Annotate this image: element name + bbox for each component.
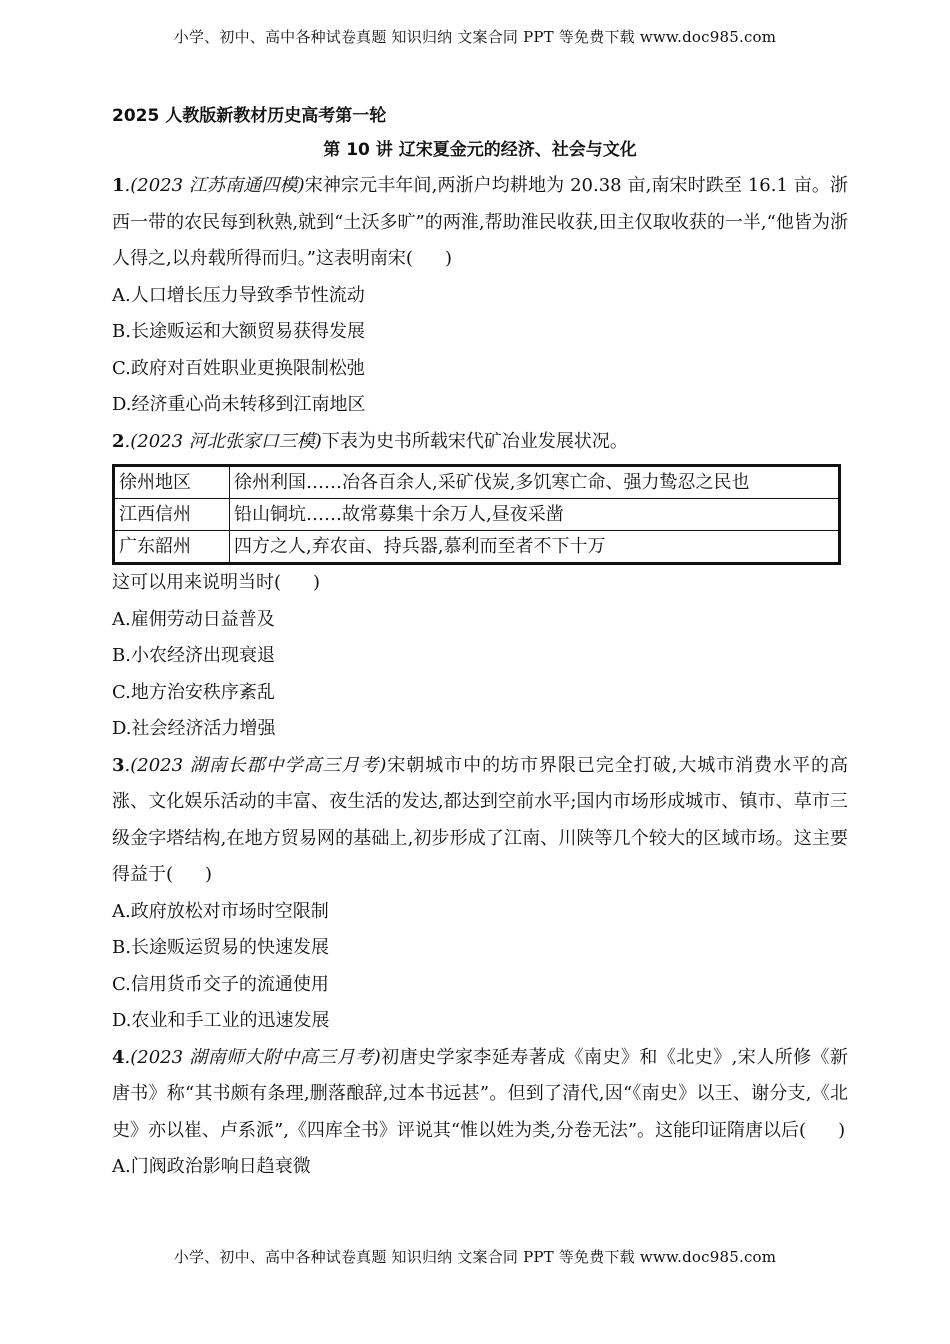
table-cell-region: 江西信州 bbox=[114, 499, 230, 531]
option-b: B.小农经济出现衰退 bbox=[112, 645, 275, 666]
document-title: 2025 人教版新教材历史高考第一轮 bbox=[112, 106, 387, 126]
option-a: A.门阀政治影响日趋衰微 bbox=[112, 1156, 311, 1177]
question-source: .(2023 河北张家口三模) bbox=[124, 430, 322, 452]
page-header: 小学、初中、高中各种试卷真题 知识归纳 文案合同 PPT 等免费下载 www.doc985.com bbox=[173, 28, 777, 46]
lecture-title: 第 10 讲 辽宋夏金元的经济、社会与文化 bbox=[323, 140, 637, 160]
option-c: C.信用货币交子的流通使用 bbox=[112, 973, 329, 995]
question-1-stem bbox=[112, 168, 848, 278]
document-body bbox=[112, 100, 848, 1186]
question-3 bbox=[112, 748, 848, 1040]
answer-blank-close: ) bbox=[205, 864, 213, 885]
table-row bbox=[114, 499, 840, 531]
question-number: 4 bbox=[112, 1046, 125, 1068]
question-4 bbox=[112, 1040, 848, 1186]
answer-blank-close: ) bbox=[313, 572, 321, 593]
answer-blank-close: ) bbox=[838, 1119, 846, 1141]
option-b: B.长途贩运贸易的快速发展 bbox=[112, 937, 329, 958]
option-b: B.长途贩运和大额贸易获得发展 bbox=[112, 321, 365, 342]
question-number: 3 bbox=[112, 754, 125, 776]
table-cell-region: 徐州地区 bbox=[114, 466, 230, 499]
table-cell-record: 四方之人,弃农亩、持兵器,慕利而至者不下十万 bbox=[230, 531, 840, 564]
option-c: C.政府对百姓职业更换限制松弛 bbox=[112, 357, 365, 379]
option-a: A.人口增长压力导致季节性流动 bbox=[112, 284, 365, 306]
question-text: 这可以用来说明当时( bbox=[112, 572, 282, 593]
question-2 bbox=[112, 424, 848, 748]
option-d: D.经济重心尚未转移到江南地区 bbox=[112, 394, 366, 415]
question-text: 宋神宗元丰年间,两浙户均耕地为 20.38 亩,南宋时跌至 16.1 亩。浙西一带的农民每到秋熟,就到“土沃多旷”的两淮,帮助淮民收获,田主仅取收获的一半,“他皆为浙人得之,以舟载所得而归。”这表明南宋( bbox=[112, 175, 849, 269]
table-cell-region: 广东韶州 bbox=[114, 531, 230, 564]
table-row bbox=[114, 531, 840, 564]
question-3-stem bbox=[112, 748, 848, 894]
question-text: 初唐史学家李延寿著成《南史》和《北史》,宋人所修《新唐书》称“其书颇有条理,删落酿辞,过本书远甚”。但到了清代,因“《南史》以王、谢分支,《北史》亦以崔、卢系派”,《四库全书》评说其“惟以姓为类,分卷无法”。这能印证隋唐以后( bbox=[112, 1046, 848, 1141]
question-number: 2 bbox=[112, 430, 125, 452]
table-row bbox=[114, 466, 840, 499]
question-2-prompt bbox=[112, 565, 848, 602]
question-text: 下表为史书所载宋代矿冶业发展状况。 bbox=[321, 430, 628, 452]
question-number: 1 bbox=[112, 175, 125, 196]
mining-table bbox=[112, 464, 841, 565]
question-text: 宋朝城市中的坊市界限已完全打破,大城市消费水平的高涨、文化娱乐活动的丰富、夜生活的发达,都达到空前水平;国内市场形成城市、镇市、草市三级金字塔结构,在地方贸易网的基础上,初步形成了江南、川陕等几个较大的区域市场。这主要得益于( bbox=[112, 754, 848, 885]
answer-blank-close: ) bbox=[444, 248, 452, 269]
table-cell-record: 铅山铜坑……故常募集十余万人,昼夜采凿 bbox=[230, 499, 840, 531]
option-d: D.农业和手工业的迅速发展 bbox=[112, 1010, 330, 1031]
option-a: A.雇佣劳动日益普及 bbox=[112, 608, 275, 630]
option-d: D.社会经济活力增强 bbox=[112, 718, 276, 739]
option-c: C.地方治安秩序紊乱 bbox=[112, 681, 275, 703]
question-1 bbox=[112, 168, 848, 424]
question-4-stem bbox=[112, 1040, 848, 1150]
page-footer: 小学、初中、高中各种试卷真题 知识归纳 文案合同 PPT 等免费下载 www.doc985.com bbox=[173, 1248, 777, 1266]
question-source: .(2023 湖南长郡中学高三月考) bbox=[124, 754, 387, 776]
option-a: A.政府放松对市场时空限制 bbox=[112, 900, 329, 922]
table-cell-record: 徐州利国……冶各百余人,采矿伐炭,多饥寒亡命、强力鸷忍之民也 bbox=[230, 466, 840, 499]
question-source: .(2023 湖南师大附中高三月考) bbox=[124, 1046, 381, 1068]
question-source: .(2023 江苏南通四模) bbox=[124, 175, 305, 196]
question-2-stem bbox=[112, 424, 848, 461]
